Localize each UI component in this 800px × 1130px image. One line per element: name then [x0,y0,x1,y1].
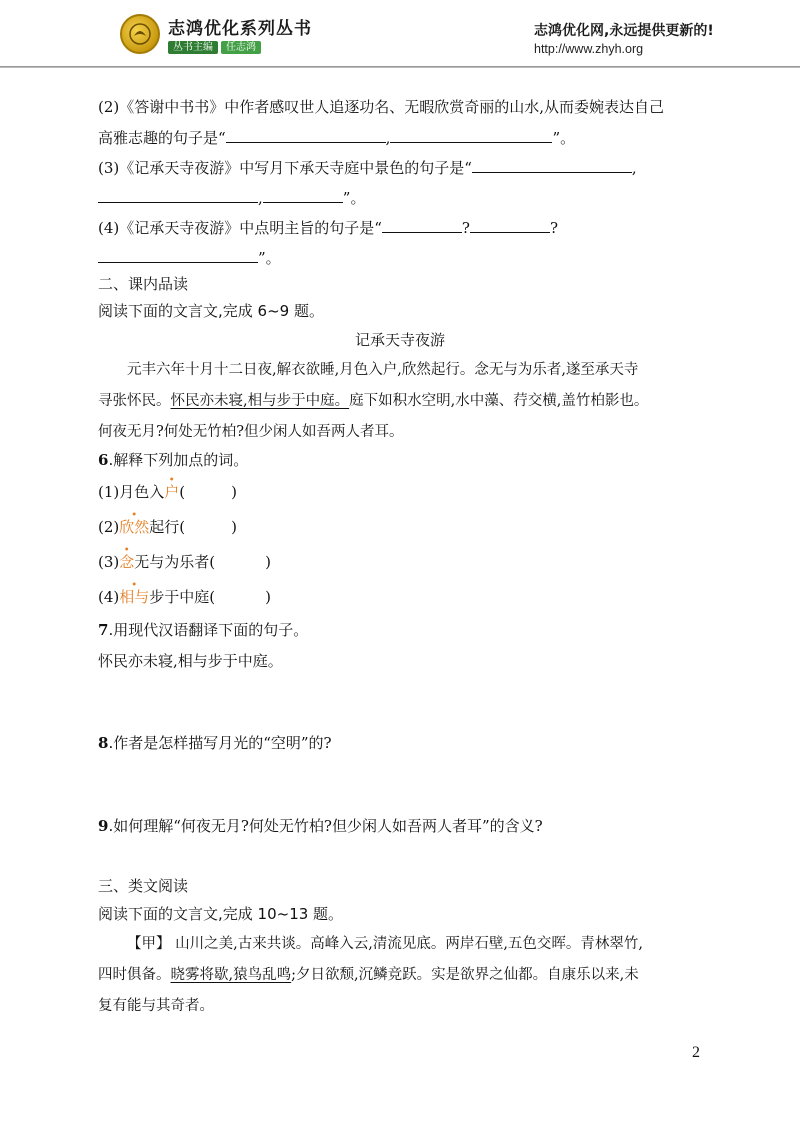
q3-blank-2[interactable] [98,188,258,203]
editor-line [168,38,264,53]
q3-comma-1: , [631,159,637,177]
jia-underlined-phrase: 晓雾将歇,猿鸟乱鸣 [170,967,292,983]
q8-prompt [98,733,332,753]
q3-prefix: (3)《记承天寺夜游》中写月下承天寺庭中景色的句子是“ [98,159,472,177]
site-url[interactable]: http://www.zhyh.org [534,42,644,56]
q8-text: .作者是怎样描写月光的“空明”的? [108,734,332,752]
q9-prompt [98,816,543,836]
jia-text-2-pre: 四时俱备。 [98,967,171,983]
jia-passage [98,929,698,1022]
q6-item-3-close: ) [265,553,271,571]
q6-item-2-close: ) [231,518,237,536]
page-header [0,0,800,70]
q2-line2 [98,128,575,148]
section3-instruction: 阅读下面的文言文,完成 10~13 题。 [98,905,344,923]
passage-text-1a: 元丰六年十月十二日夜,解衣欲睡,月色入户,欣然起行。念无与为乐者,遂至承天寺 [127,362,639,378]
passage-underlined-sentence: 怀民亦未寝,相与步于中庭。 [170,393,350,409]
jia-label: 【甲】 [127,936,171,952]
q6-item-2-pre: (2) [98,518,120,536]
section2-instruction: 阅读下面的文言文,完成 6~9 题。 [98,302,324,320]
q3-suffix: ”。 [342,189,366,207]
jia-text-2-post: ;夕日欲颓,沉鳞竞跃。实是欲界之仙都。自康乐以来,未 [291,967,639,983]
q7-sentence: 怀民亦未寝,相与步于中庭。 [98,652,283,670]
q6-item-4 [98,587,271,607]
jia-text-3: 复有能与其奇者。 [98,998,214,1014]
q6-text: .解释下列加点的词。 [108,451,249,469]
page-number: 2 [692,1044,700,1061]
q4-blank-2[interactable] [470,218,550,233]
passage-body [98,355,698,448]
jia-line-3 [98,991,698,1022]
q9-text: .如何理解“何夜无月?何处无竹柏?但少闲人如吾两人者耳”的含义? [108,817,543,835]
q6-prompt [98,450,248,470]
q6-item-3-post: 无与为乐者( [134,553,216,571]
section2-heading: 二、课内品读 [98,275,189,293]
q6-item-1-post: ( [179,483,186,501]
q6-item-2-post: 起行( [149,518,186,536]
q2-blank-2[interactable] [390,128,552,143]
q6-item-4-pre: (4) [98,588,120,606]
q4-line1 [98,218,558,238]
passage-line-2 [98,386,698,417]
header-divider [0,66,800,68]
q4-qmark-1: ? [461,219,470,237]
q4-prefix: (4)《记承天寺夜游》中点明主旨的句子是“ [98,219,382,237]
q3-line1 [98,158,637,178]
passage-text-1b-post: 庭下如积水空明,水中藻、荇交横,盖竹柏影也。 [349,393,649,409]
q7-text: .用现代汉语翻译下面的句子。 [108,621,309,639]
q7-prompt [98,620,308,640]
passage-line-1 [98,355,698,386]
q6-item-4-close: ) [265,588,271,606]
q6-item-1-pre: (1)月色入 [98,483,165,501]
q6-item-1-dotted: 户 [164,483,180,501]
q6-item-3-pre: (3) [98,553,120,571]
editor-name: 任志鸿 [221,41,261,54]
header-slogan: 志鸿优化网,永远提供更新的! [534,23,714,39]
q3-line2 [98,188,365,208]
publisher-logo [120,14,160,54]
q9-number: 9 [98,817,109,835]
q2-blank-1[interactable] [226,128,386,143]
editor-label: 丛书主编 [168,41,218,54]
q8-number: 8 [98,734,109,752]
q6-number: 6 [98,451,109,469]
q6-item-1 [98,482,237,502]
q4-suffix: ”。 [258,249,281,267]
q4-blank-1[interactable] [382,218,462,233]
jia-text-1: 山川之美,古来共谈。高峰入云,清流见底。两岸石壁,五色交晖。青林翠竹, [175,936,644,952]
logo-emblem-icon [128,22,152,46]
q3-comma-2: , [258,189,263,207]
q2-comma: , [385,129,391,147]
q6-item-1-close: ) [231,483,237,501]
q4-blank-3[interactable] [98,248,258,263]
q6-item-2 [98,517,237,537]
q2-suffix: ”。 [552,129,576,147]
passage-text-1b-pre: 寻张怀民。 [98,393,171,409]
q6-item-3 [98,552,271,572]
q7-number: 7 [98,621,109,639]
q3-blank-1[interactable] [472,158,632,173]
passage-line-3 [98,417,698,448]
jia-line-1 [98,929,698,960]
q2-prefix: 高雅志趣的句子是“ [98,129,226,147]
section3-heading: 三、类文阅读 [98,877,189,895]
series-title: 志鸿优化系列丛书 [168,19,312,39]
jia-line-2 [98,960,698,991]
passage-title: 记承天寺夜游 [354,331,445,349]
q2-line1: (2)《答谢中书书》中作者感叹世人追逐功名、无暇欣赏奇丽的山水,从而委婉表达自己 [98,98,665,116]
q4-line2 [98,248,281,268]
q6-item-2-dotted: 欣然 [119,518,150,536]
q6-item-4-dotted: 相与 [119,588,150,606]
passage-text-1c: 何夜无月?何处无竹柏?但少闲人如吾两人者耳。 [98,424,404,440]
q6-item-3-dotted: 念 [119,553,135,571]
q6-item-4-post: 步于中庭( [149,588,216,606]
q3-blank-3[interactable] [263,188,343,203]
q4-qmark-2: ? [549,219,559,237]
